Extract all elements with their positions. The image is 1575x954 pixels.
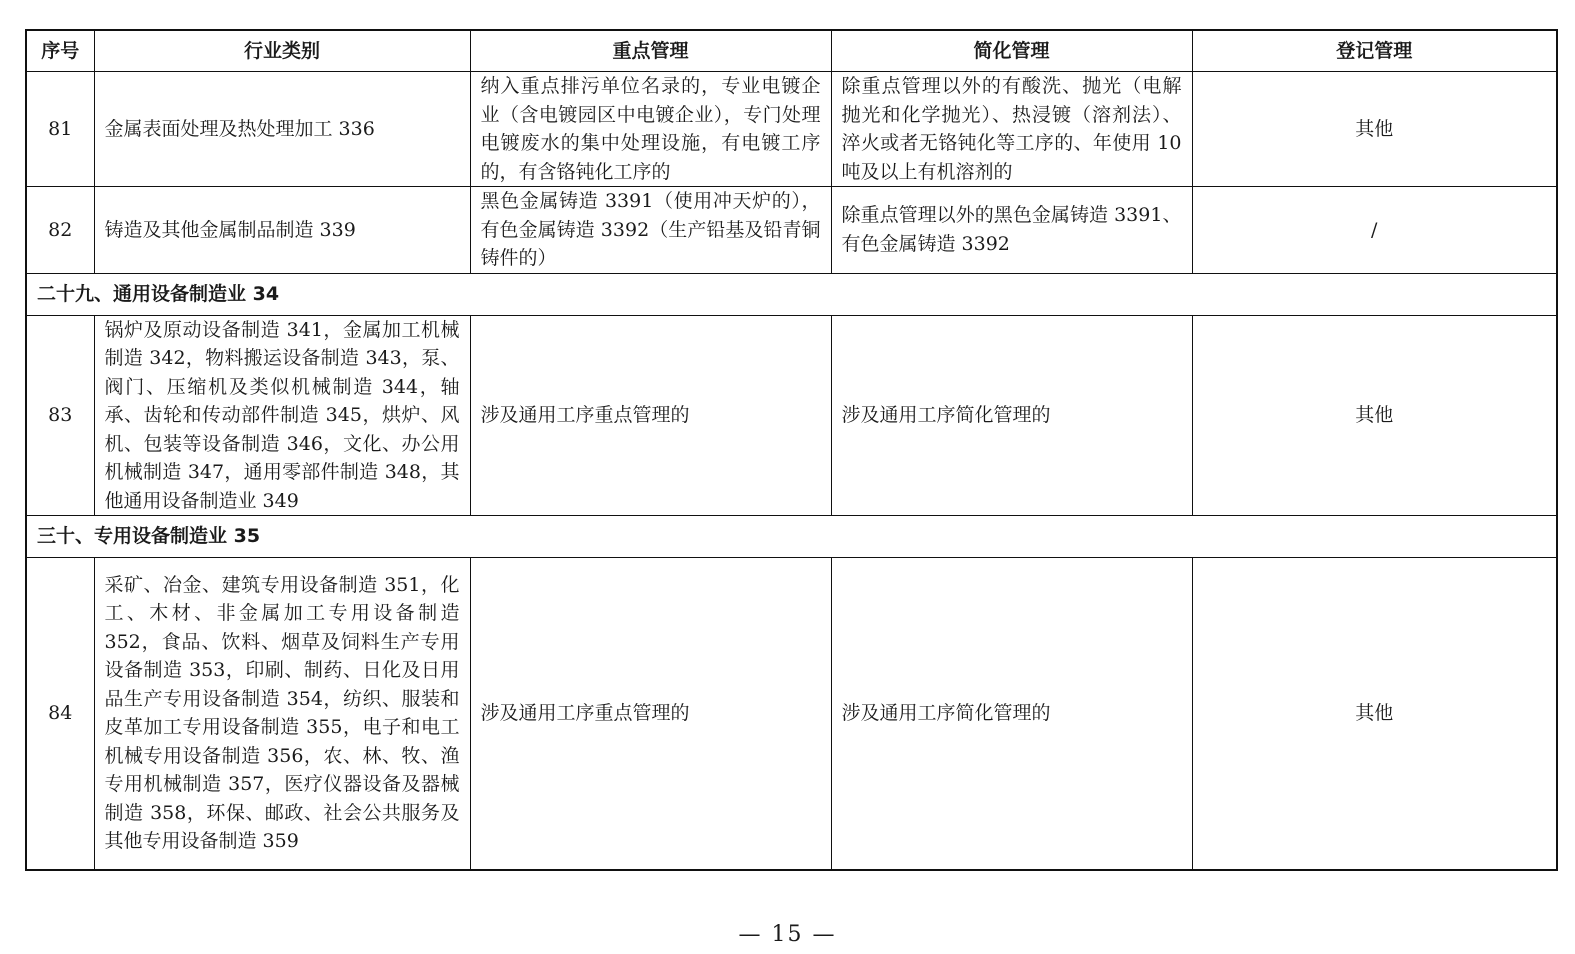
section-row: [26, 273, 1557, 315]
industry-classification-table: [25, 29, 1558, 871]
header-registration-management: 登记管理: [1192, 30, 1557, 72]
row-number: 82: [26, 187, 94, 274]
industry-category-cell: 锅炉及原动设备制造 341，金属加工机械制造 342，物料搬运设备制造 343，泵、阀门、压缩机及类似机械制造 344，轴承、齿轮和传动部件制造 345，烘炉、风机、包装等设备制造 346，文化、办公用机械制造 347，通用零部件制造 348，其他通用设备制造业 349: [94, 315, 470, 516]
table-row: [26, 72, 1557, 187]
simplified-management-cell: 涉及通用工序简化管理的: [831, 558, 1192, 870]
key-management-cell: 涉及通用工序重点管理的: [470, 558, 831, 870]
page-number: — 15 —: [738, 922, 837, 947]
row-number: 81: [26, 72, 94, 187]
header-simplified-management: 简化管理: [831, 30, 1192, 72]
registration-management-cell: 其他: [1192, 558, 1557, 870]
table-row: [26, 187, 1557, 274]
section-heading-special-equipment: 三十、专用设备制造业 35: [26, 516, 1557, 558]
row-number: 84: [26, 558, 94, 870]
table-row: [26, 315, 1557, 516]
industry-category-cell: 采矿、冶金、建筑专用设备制造 351，化工、木材、非金属加工专用设备制造 352，食品、饮料、烟草及饲料生产专用设备制造 353，印刷、制药、日化及日用品生产专用设备制造 354，纺织、服装和皮革加工专用设备制造 355，电子和电工机械专用设备制造 356，农、林、牧、渔专用机械制造 357，医疗仪器设备及器械制造 358，环保、邮政、社会公共服务及其他专用设备制造 359: [94, 558, 470, 870]
simplified-management-cell: 涉及通用工序简化管理的: [831, 315, 1192, 516]
row-number: 83: [26, 315, 94, 516]
registration-management-cell: 其他: [1192, 72, 1557, 187]
header-industry-category: 行业类别: [94, 30, 470, 72]
section-heading-general-equipment: 二十九、通用设备制造业 34: [26, 273, 1557, 315]
industry-category-cell: 金属表面处理及热处理加工 336: [94, 72, 470, 187]
registration-management-cell: /: [1192, 187, 1557, 274]
simplified-management-cell: 除重点管理以外的有酸洗、抛光（电解抛光和化学抛光）、热浸镀（溶剂法）、淬火或者无铬钝化等工序的、年使用 10 吨及以上有机溶剂的: [831, 72, 1192, 187]
section-row: [26, 516, 1557, 558]
key-management-cell: 涉及通用工序重点管理的: [470, 315, 831, 516]
header-serial-number: 序号: [26, 30, 94, 72]
table-row: [26, 558, 1557, 870]
registration-management-cell: 其他: [1192, 315, 1557, 516]
header-key-management: 重点管理: [470, 30, 831, 72]
key-management-cell: 黑色金属铸造 3391（使用冲天炉的），有色金属铸造 3392（生产铅基及铅青铜铸件的）: [470, 187, 831, 274]
industry-category-cell: 铸造及其他金属制品制造 339: [94, 187, 470, 274]
table-header-row: [26, 30, 1557, 72]
key-management-cell: 纳入重点排污单位名录的，专业电镀企业（含电镀园区中电镀企业），专门处理电镀废水的集中处理设施，有电镀工序的，有含铬钝化工序的: [470, 72, 831, 187]
simplified-management-cell: 除重点管理以外的黑色金属铸造 3391、有色金属铸造 3392: [831, 187, 1192, 274]
